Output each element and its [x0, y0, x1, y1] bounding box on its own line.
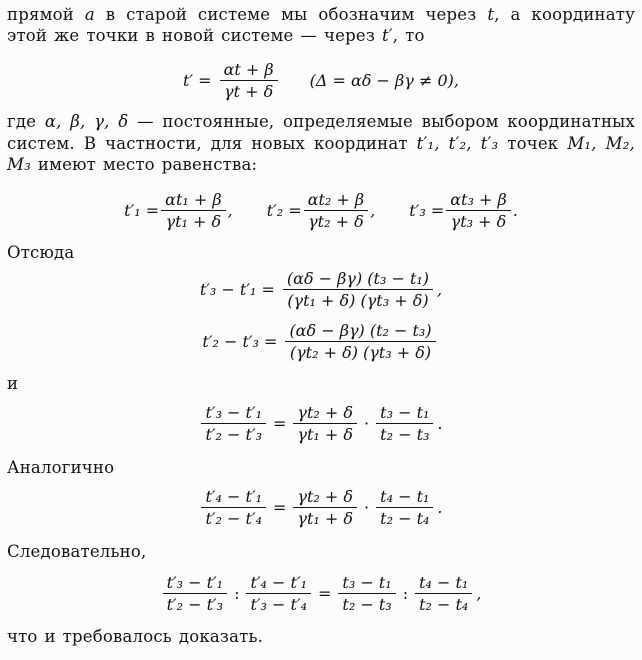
equation-t1 — [124, 190, 233, 231]
fraction-denominator: (γt₂ + δ) (γt₃ + δ) — [289, 342, 432, 362]
fraction-numerator: t₄ − t₁ — [415, 573, 472, 594]
fraction — [293, 403, 357, 444]
fraction-numerator: t₄ − t₁ — [376, 487, 433, 508]
equation-lhs: t′₂ = — [266, 200, 302, 220]
punctuation: , — [437, 280, 443, 300]
fraction-numerator: γt₂ + δ — [293, 403, 357, 424]
fraction — [161, 190, 225, 231]
fraction-denominator: t′₂ − t′₃ — [166, 594, 224, 614]
fraction-denominator: γt₁ + δ — [165, 211, 222, 231]
fraction — [338, 573, 395, 614]
fraction — [293, 487, 357, 528]
multiplication-dot: · — [364, 497, 370, 517]
multiplication-dot: · — [364, 413, 370, 433]
label-therefore: Следовательно, — [7, 541, 147, 561]
fraction-numerator: αt₃ + β — [446, 190, 510, 211]
fraction-numerator: t′₄ − t′₁ — [201, 487, 266, 508]
text-run: — постоянные, определяемые выбором координатных систем. В частности, для новых координат — [7, 112, 635, 153]
equation-lhs: t′₃ = — [409, 200, 445, 220]
fraction-numerator: (αδ − βγ) (t₂ − t₃) — [285, 321, 435, 342]
fraction-numerator: αt₂ + β — [304, 190, 368, 211]
fraction-denominator: γt₁ + δ — [297, 424, 354, 444]
equation-transform — [7, 60, 635, 101]
equation-ratio-4 — [7, 487, 635, 528]
text-run: точек — [498, 133, 568, 153]
text-run: , то — [392, 26, 425, 46]
text-run: в старой системе мы обозначим через — [94, 5, 488, 24]
fraction-numerator: t₃ − t₁ — [338, 573, 395, 594]
text-run: где — [7, 112, 45, 132]
paragraph-intro — [7, 4, 635, 47]
equation-condition: (Δ = αδ − βγ ≠ 0), — [309, 70, 459, 90]
ratio-colon: : — [402, 583, 409, 603]
fraction-denominator: γt₂ + δ — [308, 211, 364, 231]
equation-t2 — [267, 190, 376, 231]
label-similarly: Аналогично — [7, 457, 115, 477]
equation-lhs: t′₁ = — [124, 200, 160, 220]
fraction-numerator: αt₁ + β — [161, 190, 225, 211]
fraction-denominator: (γt₁ + δ) (γt₃ + δ) — [287, 291, 429, 311]
label-and: и — [7, 373, 19, 393]
punctuation: , — [476, 583, 482, 603]
punctuation: . — [512, 200, 518, 220]
fraction — [283, 269, 433, 310]
equation-lhs: t′₃ − t′₁ = — [199, 280, 275, 300]
math-var: t′₁, t′₂, t′₃ — [416, 133, 499, 153]
fraction — [415, 573, 472, 614]
fraction-numerator: t′₄ − t′₁ — [246, 573, 311, 594]
fraction — [376, 487, 433, 528]
math-var: t′ — [382, 26, 393, 46]
fraction — [446, 190, 510, 231]
equation-lhs: t′₂ − t′₃ = — [202, 331, 278, 351]
equals-sign: = — [273, 497, 287, 517]
ratio-colon: : — [234, 583, 240, 603]
equation-ratio-3 — [7, 403, 635, 444]
fraction — [376, 403, 433, 444]
fraction — [246, 573, 311, 614]
text-run: прямой — [7, 5, 85, 24]
fraction — [201, 487, 266, 528]
fraction-denominator: t′₃ − t′₄ — [250, 594, 308, 614]
fraction-denominator: t₂ − t₃ — [380, 424, 430, 444]
math-var: a — [84, 5, 95, 24]
fraction-numerator: (αδ − βγ) (t₃ − t₁) — [283, 269, 433, 290]
fraction — [304, 190, 368, 231]
equation-row-coordinates — [7, 190, 635, 231]
paragraph-constants — [7, 111, 635, 175]
fraction-denominator: t₂ − t₄ — [380, 508, 430, 528]
equals-sign: = — [318, 583, 332, 603]
fraction-denominator: t₂ − t₄ — [419, 594, 469, 614]
punctuation: , — [370, 200, 376, 220]
fraction — [220, 60, 278, 101]
fraction — [285, 321, 435, 362]
fraction-denominator: γt₁ + δ — [297, 508, 354, 528]
fraction-numerator: t₃ − t₁ — [376, 403, 433, 424]
text-run: , а координату этой же точки в новой системе — через — [7, 5, 635, 46]
text-run: имеют место равенства: — [30, 155, 258, 175]
punctuation: , — [227, 200, 233, 220]
fraction-denominator: γt₃ + δ — [450, 211, 507, 231]
label-hence: Отсюда — [7, 242, 75, 262]
equation-t3 — [409, 190, 518, 231]
fraction — [201, 403, 266, 444]
fraction-denominator: t₂ − t₃ — [342, 594, 392, 614]
punctuation: . — [437, 497, 443, 517]
fraction-denominator: γt + δ — [224, 82, 274, 102]
closing-statement: что и требовалось доказать. — [7, 626, 264, 646]
fraction-numerator: γt₂ + δ — [293, 487, 357, 508]
fraction-denominator: t′₂ − t′₃ — [205, 424, 263, 444]
fraction-numerator: t′₃ − t′₁ — [163, 573, 228, 594]
math-var: α, β, γ, δ — [44, 112, 129, 132]
equation-cross-ratio — [7, 573, 635, 614]
math-var: t — [487, 5, 495, 24]
punctuation: . — [437, 413, 443, 433]
fraction-numerator: t′₃ − t′₁ — [201, 403, 266, 424]
equation-difference-23 — [7, 321, 635, 362]
equation-difference-31 — [7, 269, 635, 310]
fraction-denominator: t′₂ − t′₄ — [205, 508, 263, 528]
fraction-numerator: αt + β — [220, 60, 278, 81]
math-var: M₁, M₂, M₃ — [7, 133, 635, 175]
fraction — [163, 573, 228, 614]
equation-lhs: t′ = — [183, 70, 212, 90]
equals-sign: = — [273, 413, 287, 433]
